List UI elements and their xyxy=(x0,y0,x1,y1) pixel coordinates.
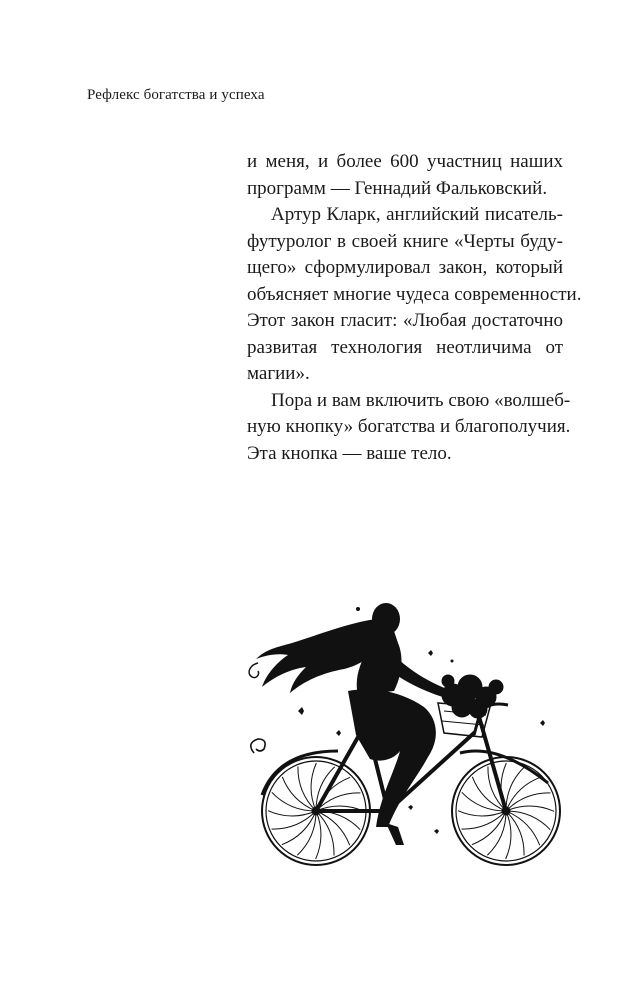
text-line: Артур Кларк, английский писатель- xyxy=(271,204,563,225)
text-line: футуролог в своей книге «Черты буду- xyxy=(247,230,563,252)
text-line: развитая технология неотличима от xyxy=(247,336,563,358)
text-line: программ — Геннадий Фальковский. xyxy=(247,177,548,199)
text-line: щего» сформулировал закон, который xyxy=(247,257,563,278)
text-line: Этот закон гласит: «Любая достаточно xyxy=(247,310,563,331)
text-line: Пора и вам включить свою «волшеб- xyxy=(271,389,571,411)
text-line: ную кнопку» богатства и благополучия. xyxy=(247,416,571,437)
text-line: и меня, и более 600 участниц наших xyxy=(247,151,563,172)
text-line: Эта кнопка — ваше тело. xyxy=(247,442,452,464)
running-head: Рефлекс богатства и успеха xyxy=(87,87,265,103)
woman-on-bicycle-icon xyxy=(248,583,568,873)
body-text xyxy=(247,149,582,467)
text-line: объясняет многие чудеса современности. xyxy=(247,283,582,305)
text-line: магии». xyxy=(247,363,310,384)
